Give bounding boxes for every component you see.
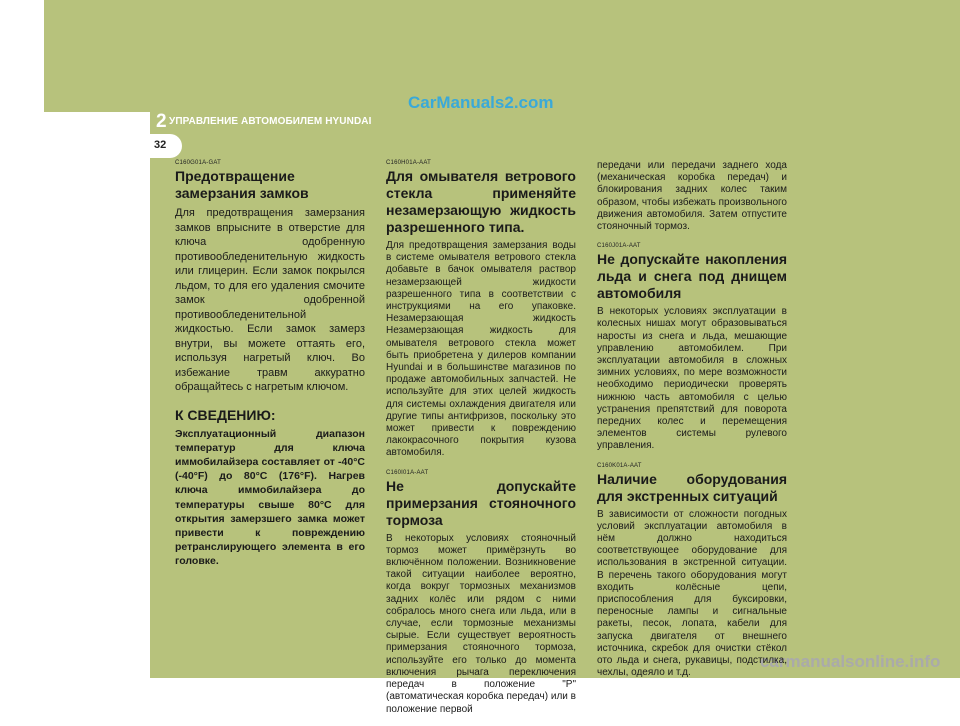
- section-body-washer: Для предотвращения замерзания воды в системе омывателя ветрового стекла добавьте в бачок омывателя раствор незамерзающей жидкости разрешенного типа в соответствии с инструкциями на его упаковке. Незамерзающая жидкость Незамерзающая жидкость для омывателя ветрового стекла может быть приобретена у дилеров компании Hyundai и в большинстве магазинов по продаже автомобильных запчастей. Не используйте для этих целей жидкость для системы охлаждения двигателя или другие типы антифризов, поскольку это может привести к повреждению лакокрасочного покрытия кузова автомобиля.: [386, 240, 576, 459]
- watermark-top[interactable]: CarManuals2.com: [408, 93, 554, 112]
- section-body-ice-buildup: В некоторых условиях эксплуатации в колесных нишах могут образовываться наросты из снега и льда, мешающие управлению автомобилем. При эксплуатации автомобиля в сложных зимних условиях, по мере возможности необходимо периодически проверять нижнюю часть автомобиля с целью устранения препятствий для поворота передних колес и перемещения элементов системы рулевого управления.: [597, 306, 787, 452]
- section-title-washer: Для омывателя ветрового стекла применяйте незамерзающую жидкость разрешенного типа.: [386, 168, 576, 235]
- column-3: [597, 160, 787, 690]
- section-title-ice-buildup: Не допускайте накопления льда и снега под днищем автомобиля: [597, 251, 787, 302]
- caution-body: Эксплуатационный диапазон температур для ключа иммобилайзера составляет от -40°C (-40°F) до 80°C (176°F). Нагрев ключа иммобилайзера до температуры свыше 80°C для открытия замерзшего замка может привести к повреждению ретранслирующего элемента в его головке.: [175, 427, 365, 568]
- section-code: C160K01A-AAT: [597, 462, 642, 469]
- section-code: C160I01A-AAT: [386, 469, 429, 476]
- page-number: 32: [154, 139, 167, 151]
- column-2: [386, 160, 576, 726]
- section-title-parking-brake: Не допускайте примерзания стояночного тормоза: [386, 477, 576, 528]
- section-title-emergency: Наличие оборудования для экстренных ситуаций: [597, 470, 787, 504]
- section-code: C160G01A-GAT: [175, 160, 221, 166]
- caution-title: К СВЕДЕНИЮ:: [175, 406, 276, 423]
- section-body-locks: Для предотвращения замерзания замков впрысните в отверстие для ключа одобренную противообледенительную жидкость или глицерин. Если замок покрылся льдом, то для его удаления смочите замок одобренной противообледенительной жидкостью. Если замок замерз внутри, вы можете оттаять его, используя нагретый ключ. Во избежание травм аккуратно обращайтесь с нагретым ключом.: [175, 207, 365, 393]
- chapter-title: УПРАВЛЕНИЕ АВТОМОБИЛЕМ HYUNDAI: [169, 116, 372, 127]
- section-code: C160J01A-AAT: [597, 243, 641, 250]
- section-title-locks: Предотвращение замерзания замков: [175, 168, 309, 201]
- section-code: C160H01A-AAT: [386, 160, 431, 166]
- section-body-emergency: В зависимости от сложности погодных условий эксплуатации автомобиля в нём должно находиться соответствующее оборудование для использования в экстренной ситуации. В перечень такого оборудования могут входить колёсные цепи, приспособления для буксировки, переносные лампы и сигнальные ракеты, песок, лопата, кабели для запуска двигателя от внешнего источника, скребок для очистки стёкол ото льда и снега, рукавицы, подстилка, чехлы, одеяло и т.д.: [597, 508, 787, 679]
- watermark-bottom[interactable]: carmanualsonline.info: [760, 652, 941, 671]
- column-1: [175, 160, 365, 569]
- chapter-number: 2: [156, 111, 167, 132]
- section-body-parking-brake-cont: передачи или передачи заднего хода (механическая коробка передач) и блокирования задних колес таким образом, чтобы избежать произвольного движения автомобиля. Затем отпустите стояночный тормоз.: [597, 160, 787, 233]
- section-body-parking-brake: В некоторых условиях стояночный тормоз может примёрзнуть во включённом положении. Возникновение такой ситуации наиболее вероятно, когда вокруг тормозных механизмов задних колёс или рядом с ними собралось много снега или льда, или в случае, если тормозные механизмы сырые. Если существует вероятность примерзания стояночного тормоза, используйте его только до момента включения рычага переключения передач в положение "P" (автоматическая коробка передач) или в положение первой: [386, 532, 576, 715]
